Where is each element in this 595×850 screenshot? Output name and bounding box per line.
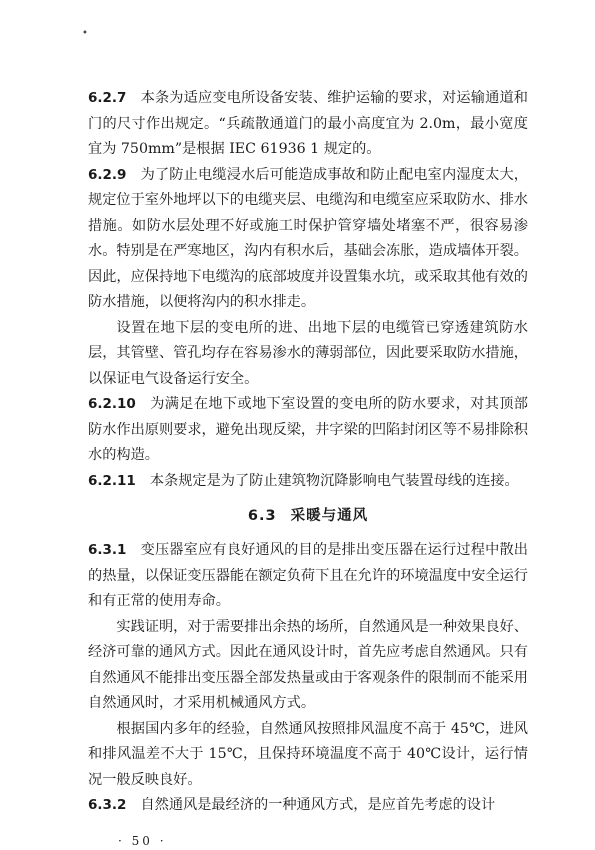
clause-text: 为满足在地下或地下室设置的变电所的防水要求，对其顶部防水作出原则要求，避免出现反梁，井字梁的凹陷封闭区等不易排除积水的构造。 (88, 396, 528, 463)
clause-6-3-1-continuation-2 (88, 717, 528, 794)
clause-6-2-11 (88, 469, 528, 495)
clause-number: 6.3.2 (88, 797, 127, 813)
section-title: 采暖与通风 (290, 508, 369, 524)
clause-text: 本条规定是为了防止建筑物沉降影响电气装置母线的连接。 (149, 472, 519, 489)
clause-text: 实践证明，对于需要排出余热的场所，自然通风是一种效果良好、经济可靠的通风方式。因此在通风设计时，首先应考虑自然通风。只有自然通风不能排出变压器全部发热量或由于客观条件的限制而不能采用自然通风时，才采用机械通风方式。 (88, 618, 528, 711)
page-number: · 50 · (118, 834, 167, 848)
clause-6-3-2 (88, 793, 528, 819)
clause-6-2-7 (88, 86, 528, 163)
clause-text: 为了防止电缆浸水后可能造成事故和防止配电室内湿度太大，规定位于室外地坪以下的电缆夹层、电缆沟和电缆室应采取防水、排水措施。如防水层处理不好或施工时保护管穿墙处堵塞不严，很容易渗水。特别是在严寒地区，沟内有积水后，基础会冻胀，造成墙体开裂。因此，应保持地下电缆沟的底部坡度并设置集水坑，或采取其他有效的防水措施，以便将沟内的积水排走。 (88, 166, 528, 310)
section-heading (88, 504, 528, 528)
clause-text: 自然通风是最经济的一种通风方式，是应首先考虑的设计 (140, 797, 496, 813)
clause-6-3-1-continuation (88, 615, 528, 717)
clause-number: 6.3.1 (88, 542, 127, 558)
clause-text: 根据国内多年的经验，自然通风按照排风温度不高于 45℃，进风和排风温差不大于 15℃，且保持环境温度不高于 40℃设计，运行情况一般反映良好。 (88, 720, 528, 788)
clause-text: 本条为适应变电所设备安装、维护运输的要求，对运输通道和门的尺寸作出规定。“兵疏散通道门的最小高度宜为 2.0m，最小宽度宜为 750mm”是根据 IEC 61936 1 规定的。 (88, 90, 528, 157)
clause-number: 6.2.11 (88, 472, 136, 489)
clause-number: 6.2.9 (88, 166, 127, 183)
clause-number: 6.2.10 (88, 396, 136, 412)
page-body (88, 86, 528, 819)
section-number: 6.3 (247, 508, 277, 524)
clause-text: 变压器室应有良好通风的目的是排出变压器在运行过程中散出的热量，以保证变压器能在额定负荷下且在允许的环境温度中安全运行和有正常的使用寿命。 (88, 542, 528, 609)
corner-mark: • (82, 28, 88, 39)
clause-text: 设置在地下层的变电所的进、出地下层的电缆管已穿透建筑防水层，其管壁、管孔均存在容易渗水的薄弱部位，因此要采取防水措施，以保证电气设备运行安全。 (88, 319, 528, 387)
clause-6-3-1 (88, 538, 528, 615)
clause-6-2-9-continuation (88, 316, 528, 393)
clause-number: 6.2.7 (88, 90, 127, 106)
clause-6-2-9 (88, 163, 528, 316)
clause-6-2-10 (88, 392, 528, 469)
